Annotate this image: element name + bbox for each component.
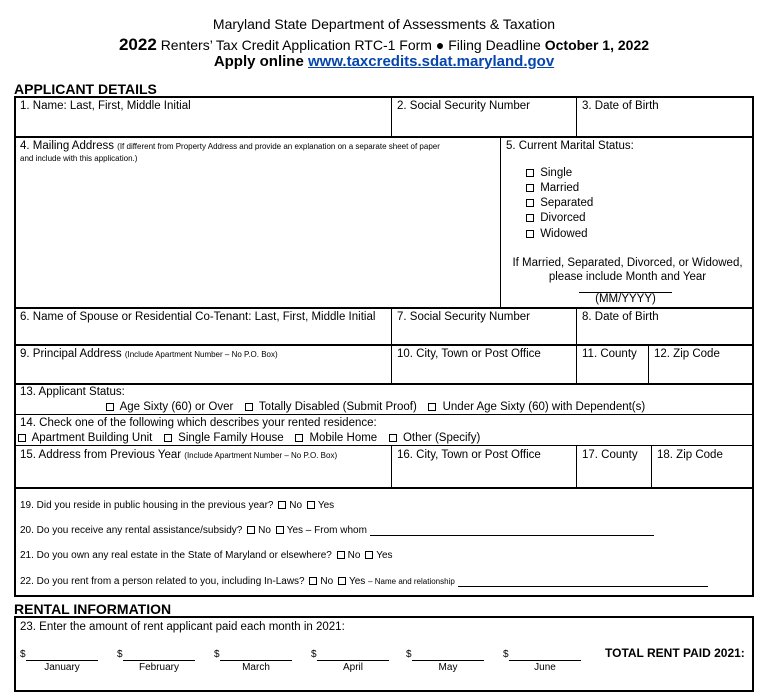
marital-option-divorced[interactable]: Divorced [524, 212, 586, 224]
checkbox-icon[interactable] [245, 403, 253, 411]
previous-zip-label: 18. Zip Code [657, 449, 723, 461]
applicant-status-options [104, 401, 645, 413]
form-title-line [0, 35, 768, 55]
agency-title: Maryland State Department of Assessments & Taxation [212, 16, 556, 32]
checkbox-icon[interactable] [338, 577, 346, 585]
question-20: 20. Do you receive any rental assistance/subsidy? No Yes – From whom [20, 525, 654, 536]
rental-information-heading: RENTAL INFORMATION [14, 601, 172, 617]
applicant-details-heading: APPLICANT DETAILS [14, 81, 157, 97]
form-year: 2022 [118, 35, 157, 54]
checkbox-icon[interactable] [526, 199, 534, 207]
spouse-ssn-label: 7. Social Security Number [397, 311, 530, 323]
apply-online-label: Apply online [213, 53, 304, 70]
residence-other[interactable]: Other (Specify) [402, 432, 481, 444]
spouse-dob-label: 8. Date of Birth [582, 311, 659, 323]
relationship-line[interactable] [458, 576, 708, 587]
applicant-details-box [14, 96, 754, 597]
residence-type-options [16, 432, 480, 444]
deadline-date: October 1, 2022 [544, 37, 650, 53]
mailing-address-label [20, 140, 440, 152]
question-22: 22. Do you rent from a person related to you, including In-Laws? No Yes – Name and relationship [20, 576, 708, 587]
apply-online-line [0, 53, 768, 70]
ssn-field-label: 2. Social Security Number [397, 100, 530, 112]
checkbox-icon[interactable] [526, 230, 534, 238]
residence-mobile-home[interactable]: Mobile Home [309, 432, 378, 444]
marital-option-single[interactable]: Single [524, 167, 572, 179]
bullet-separator: ● [435, 37, 445, 53]
checkbox-icon[interactable] [309, 577, 317, 585]
marital-note-a: If Married, Separated, Divorced, or Widowed, [512, 257, 743, 269]
checkbox-icon[interactable] [389, 434, 397, 442]
checkbox-icon[interactable] [365, 551, 373, 559]
from-whom-line[interactable] [370, 525, 654, 536]
name-field-label: 1. Name: Last, First, Middle Initial [20, 100, 191, 112]
rent-paid-label: 23. Enter the amount of rent applicant paid each month in 2021: [20, 621, 345, 633]
marital-note-b: please include Month and Year [548, 271, 707, 283]
marital-date-format: (MM/YYYY) [595, 293, 656, 305]
checkbox-icon[interactable] [276, 526, 284, 534]
applicant-status-label: 13. Applicant Status: [20, 386, 125, 398]
checkbox-icon[interactable] [428, 403, 436, 411]
status-disabled[interactable]: Totally Disabled (Submit Proof) [258, 401, 417, 413]
checkbox-icon[interactable] [307, 501, 315, 509]
status-age-60[interactable]: Age Sixty (60) or Over [119, 401, 234, 413]
dob-field-label: 3. Date of Birth [582, 100, 659, 112]
county-label: 11. County [582, 348, 637, 360]
checkbox-icon[interactable] [526, 214, 534, 222]
residence-apartment[interactable]: Apartment Building Unit [31, 432, 153, 444]
principal-address-label: 9. Principal Address (Include Apartment Number – No P.O. Box) [20, 348, 278, 360]
status-dependents[interactable]: Under Age Sixty (60) with Dependent(s) [442, 401, 646, 413]
checkbox-icon[interactable] [526, 184, 534, 192]
zip-code-label: 12. Zip Code [654, 348, 720, 360]
checkbox-icon[interactable] [278, 501, 286, 509]
form-title: Renters’ Tax Credit Application RTC-1 Form [160, 37, 432, 53]
question-21: 21. Do you own any real estate in the State of Maryland or elsewhere? No Yes [20, 550, 393, 561]
apply-online-link[interactable]: www.taxcredits.sdat.maryland.gov [307, 53, 555, 70]
marital-option-widowed[interactable]: Widowed [524, 228, 588, 240]
marital-status-label: 5. Current Marital Status: [506, 140, 634, 152]
mailing-address-title: 4. Mailing Address [20, 140, 114, 152]
deadline-label: Filing Deadline [448, 37, 541, 53]
previous-city-label: 16. City, Town or Post Office [397, 449, 541, 461]
checkbox-icon[interactable] [337, 551, 345, 559]
checkbox-icon[interactable] [247, 526, 255, 534]
checkbox-icon[interactable] [295, 434, 303, 442]
checkbox-icon[interactable] [18, 434, 26, 442]
checkbox-icon[interactable] [526, 169, 534, 177]
mailing-address-note-b: and include with this application.) [20, 154, 138, 163]
previous-address-label: 15. Address from Previous Year (Include Apartment Number – No P.O. Box) [20, 449, 338, 461]
marital-option-separated[interactable]: Separated [524, 197, 593, 209]
question-19: 19. Did you reside in public housing in the previous year? No Yes [20, 500, 335, 511]
checkbox-icon[interactable] [164, 434, 172, 442]
spouse-name-label: 6. Name of Spouse or Residential Co-Tenant: Last, First, Middle Initial [20, 311, 376, 323]
mailing-address-note-a: (If different from Property Address and provide an explanation on a separate sheet of paper [117, 142, 440, 151]
city-label: 10. City, Town or Post Office [397, 348, 541, 360]
total-rent-label: TOTAL RENT PAID 2021: [605, 646, 745, 660]
residence-type-label: 14. Check one of the following which describes your rented residence: [20, 417, 377, 429]
previous-county-label: 17. County [582, 449, 638, 461]
residence-single-family[interactable]: Single Family House [178, 432, 284, 444]
checkbox-icon[interactable] [106, 403, 114, 411]
marital-option-married[interactable]: Married [524, 182, 579, 194]
